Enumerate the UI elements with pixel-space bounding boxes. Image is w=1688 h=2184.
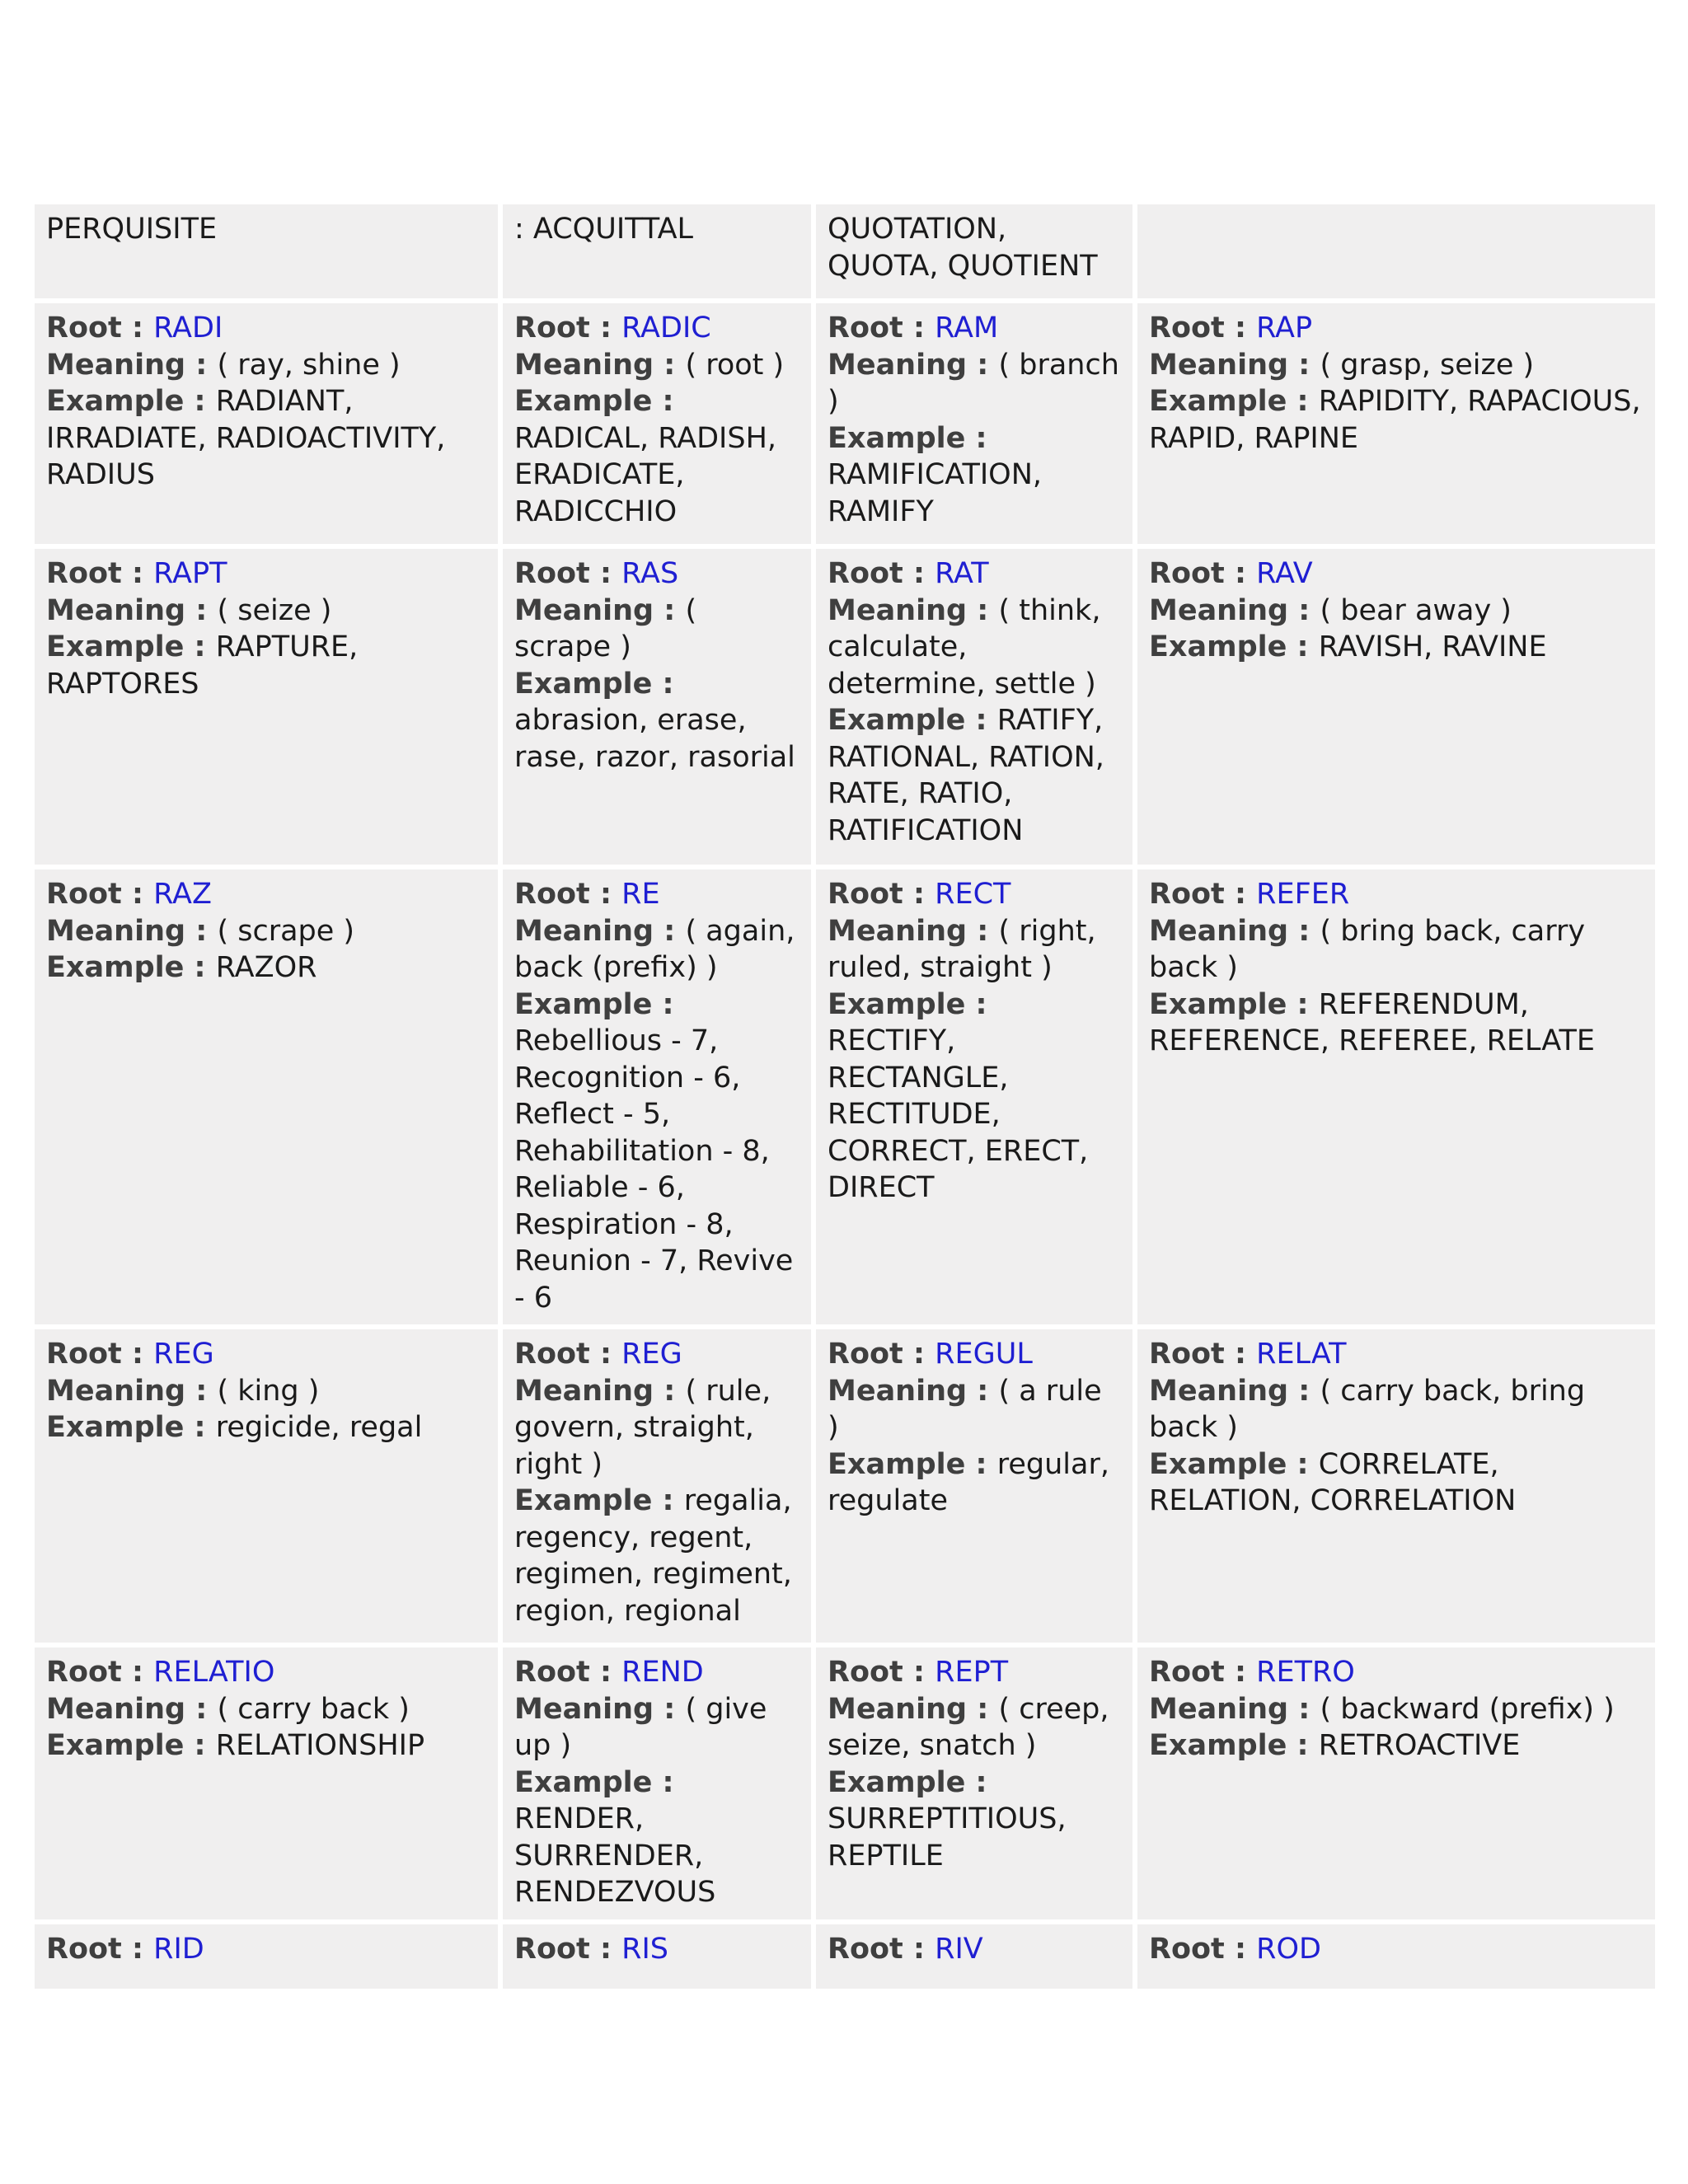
- root-line: [828, 1336, 1121, 1373]
- label-separator: :: [652, 987, 674, 1021]
- word-roots-table-body: [35, 204, 1655, 1989]
- label-separator: :: [1288, 1692, 1320, 1726]
- label-separator: :: [1224, 1656, 1257, 1689]
- meaning-value: ( carry back ): [217, 1692, 410, 1726]
- root-label: Root: [828, 878, 903, 911]
- root-label: Root: [514, 878, 590, 911]
- root-value: RAPT: [153, 557, 227, 590]
- root-value: REG: [621, 1338, 682, 1371]
- label-separator: :: [965, 987, 987, 1021]
- root-entry-cell: [503, 1924, 811, 1989]
- label-separator: :: [654, 914, 686, 948]
- meaning-line: [828, 1373, 1121, 1446]
- example-label: Example: [828, 421, 966, 455]
- meaning-value: ( branch ): [828, 348, 1119, 418]
- header-cell: [503, 204, 811, 298]
- example-line: [46, 1727, 486, 1765]
- example-label: Example: [828, 704, 966, 737]
- root-label: Root: [1149, 878, 1225, 911]
- example-label: Example: [46, 630, 185, 663]
- label-separator: :: [903, 1932, 935, 1966]
- label-separator: :: [654, 348, 686, 382]
- meaning-line: [514, 347, 799, 384]
- root-label: Root: [828, 1338, 903, 1371]
- meaning-value: ( again, back (prefix) ): [514, 914, 795, 984]
- example-value: regular, regulate: [828, 1447, 1109, 1517]
- root-line: [514, 876, 799, 913]
- meaning-label: Meaning: [828, 914, 968, 948]
- meaning-line: [828, 347, 1121, 420]
- example-value: regalia, regency, regent, regimen, regiment, region, regional: [514, 1484, 792, 1628]
- label-separator: :: [1224, 1932, 1257, 1966]
- root-label: Root: [514, 1932, 590, 1966]
- example-value: RAVISH, RAVINE: [1318, 630, 1547, 663]
- label-separator: :: [967, 1374, 999, 1408]
- label-separator: :: [184, 951, 216, 984]
- root-entry-cell: [816, 1924, 1132, 1989]
- example-value: SURREPTITIOUS, REPTILE: [828, 1802, 1067, 1872]
- root-line: [46, 876, 486, 913]
- root-line: [1149, 1336, 1643, 1373]
- example-value: RENDER, SURRENDER, RENDEZVOUS: [514, 1802, 716, 1909]
- label-separator: :: [903, 312, 935, 344]
- example-label: Example: [514, 667, 653, 701]
- example-label: Example: [46, 951, 185, 984]
- root-label: Root: [1149, 1338, 1225, 1371]
- example-line: [1149, 1446, 1643, 1520]
- root-label: Root: [1149, 1656, 1225, 1689]
- root-value: RECT: [935, 878, 1011, 911]
- label-separator: :: [589, 1338, 622, 1371]
- root-entry-cell: [816, 549, 1132, 865]
- meaning-label: Meaning: [1149, 348, 1289, 382]
- label-separator: :: [1288, 593, 1320, 627]
- root-entry-cell: [1137, 1329, 1655, 1643]
- meaning-line: [1149, 347, 1643, 384]
- header-text: QUOTATION, QUOTA, QUOTIENT: [828, 213, 1098, 283]
- label-separator: :: [184, 385, 216, 418]
- example-line: [46, 949, 486, 987]
- example-value: Rebellious - 7, Recognition - 6, Reflect - 5, Rehabilitation - 8, Reliable - 6, Respiration - 8, Reunion - 7, Revive - 6: [514, 1024, 794, 1315]
- label-separator: :: [121, 557, 154, 590]
- root-value: REGUL: [935, 1338, 1033, 1371]
- meaning-label: Meaning: [1149, 914, 1289, 948]
- meaning-value: ( bear away ): [1320, 593, 1512, 627]
- meaning-value: ( root ): [685, 348, 785, 382]
- label-separator: :: [965, 704, 997, 737]
- label-separator: :: [589, 557, 622, 590]
- label-separator: :: [1287, 385, 1319, 418]
- label-separator: :: [185, 914, 218, 948]
- root-entry-cell: [35, 1924, 498, 1989]
- meaning-value: ( king ): [217, 1374, 320, 1408]
- meaning-value: ( ray, shine ): [217, 348, 401, 382]
- label-separator: :: [654, 593, 686, 627]
- root-entry-row: [35, 1329, 1655, 1643]
- example-value: RADIANT, IRRADIATE, RADIOACTIVITY, RADIUS: [46, 385, 446, 491]
- example-label: Example: [514, 987, 653, 1021]
- root-entry-cell: [816, 303, 1132, 544]
- label-separator: :: [184, 630, 216, 663]
- root-entry-row: [35, 303, 1655, 544]
- root-entry-cell: [1137, 869, 1655, 1324]
- root-line: [514, 1931, 799, 1968]
- label-separator: :: [1288, 348, 1320, 382]
- example-line: [828, 987, 1121, 1207]
- example-value: RAPIDITY, RAPACIOUS, RAPID, RAPINE: [1149, 385, 1641, 455]
- root-line: [1149, 555, 1643, 593]
- header-cell: [35, 204, 498, 298]
- label-separator: :: [589, 1932, 622, 1966]
- root-label: Root: [1149, 312, 1225, 344]
- example-value: CORRELATE, RELATION, CORRELATION: [1149, 1447, 1517, 1517]
- label-separator: :: [903, 1338, 935, 1371]
- example-label: Example: [828, 1765, 966, 1799]
- header-text: PERQUISITE: [46, 213, 218, 246]
- root-value: RETRO: [1256, 1656, 1355, 1689]
- example-value: RAZOR: [215, 951, 317, 984]
- root-entry-cell: [1137, 1647, 1655, 1919]
- example-label: Example: [46, 1729, 185, 1762]
- example-value: RADICAL, RADISH, ERADICATE, RADICCHIO: [514, 421, 777, 528]
- root-entry-cell: [503, 1647, 811, 1919]
- example-line: [514, 1765, 799, 1911]
- meaning-value: ( give up ): [514, 1692, 767, 1762]
- meaning-label: Meaning: [46, 593, 186, 627]
- label-separator: :: [967, 1692, 999, 1726]
- root-line: [46, 310, 486, 347]
- label-separator: :: [589, 312, 622, 344]
- root-entry-cell: [35, 549, 498, 865]
- meaning-line: [514, 1691, 799, 1765]
- example-label: Example: [828, 1447, 966, 1481]
- root-value: REPT: [935, 1656, 1009, 1689]
- root-label: Root: [514, 557, 590, 590]
- root-line: [46, 1931, 486, 1968]
- root-line: [46, 555, 486, 593]
- root-entry-cell: [503, 549, 811, 865]
- meaning-value: ( right, ruled, straight ): [828, 914, 1096, 984]
- root-value: REFER: [1256, 878, 1350, 911]
- label-separator: :: [903, 878, 935, 911]
- meaning-line: [46, 1691, 486, 1728]
- root-value: RAZ: [153, 878, 212, 911]
- label-separator: :: [652, 667, 674, 701]
- meaning-label: Meaning: [46, 348, 186, 382]
- label-separator: :: [121, 1338, 154, 1371]
- example-line: [828, 420, 1121, 531]
- root-label: Root: [514, 1656, 590, 1689]
- root-entry-cell: [816, 869, 1132, 1324]
- example-label: Example: [1149, 1729, 1287, 1762]
- root-line: [1149, 1931, 1643, 1968]
- meaning-value: ( creep, seize, snatch ): [828, 1692, 1109, 1762]
- meaning-line: [46, 593, 486, 630]
- meaning-label: Meaning: [46, 1374, 186, 1408]
- root-entry-row: [35, 869, 1655, 1324]
- example-label: Example: [514, 1484, 653, 1517]
- root-entry-cell: [503, 869, 811, 1324]
- example-line: [514, 383, 799, 530]
- root-label: Root: [514, 312, 590, 344]
- meaning-label: Meaning: [1149, 593, 1289, 627]
- label-separator: :: [1287, 1729, 1319, 1762]
- root-value: RE: [621, 878, 660, 911]
- meaning-line: [514, 913, 799, 987]
- root-line: [1149, 876, 1643, 913]
- label-separator: :: [1288, 914, 1320, 948]
- label-separator: :: [121, 1656, 154, 1689]
- label-separator: :: [965, 421, 987, 455]
- label-separator: :: [903, 557, 935, 590]
- root-line: [828, 310, 1121, 347]
- label-separator: :: [1224, 557, 1257, 590]
- meaning-label: Meaning: [828, 593, 968, 627]
- root-entry-cell: [1137, 303, 1655, 544]
- label-separator: :: [967, 914, 999, 948]
- root-entry-cell: [503, 303, 811, 544]
- root-value: RADIC: [621, 312, 711, 344]
- example-value: RAMIFICATION, RAMIFY: [828, 458, 1043, 528]
- label-separator: :: [184, 1729, 216, 1762]
- label-separator: :: [185, 348, 218, 382]
- example-label: Example: [1149, 385, 1287, 418]
- meaning-label: Meaning: [828, 1374, 968, 1408]
- root-entry-row: [35, 1647, 1655, 1919]
- label-separator: :: [652, 1484, 684, 1517]
- label-separator: :: [1288, 1374, 1320, 1408]
- example-label: Example: [1149, 987, 1287, 1021]
- label-separator: :: [185, 1692, 218, 1726]
- label-separator: :: [1287, 630, 1319, 663]
- meaning-value: ( bring back, carry back ): [1149, 914, 1586, 984]
- meaning-label: Meaning: [514, 348, 654, 382]
- root-line: [828, 876, 1121, 913]
- meaning-line: [46, 913, 486, 950]
- root-label: Root: [1149, 1932, 1225, 1966]
- root-line: [828, 1931, 1121, 1968]
- label-separator: :: [654, 1692, 686, 1726]
- root-label: Root: [46, 1932, 122, 1966]
- meaning-value: ( rule, govern, straight, right ): [514, 1374, 771, 1481]
- meaning-value: ( grasp, seize ): [1320, 348, 1535, 382]
- root-entry-cell: [35, 303, 498, 544]
- label-separator: :: [652, 1765, 674, 1799]
- root-label: Root: [46, 312, 122, 344]
- meaning-label: Meaning: [514, 1692, 654, 1726]
- header-cell: [816, 204, 1132, 298]
- example-value: RETROACTIVE: [1318, 1729, 1521, 1762]
- label-separator: :: [121, 1932, 154, 1966]
- meaning-line: [1149, 1373, 1643, 1446]
- meaning-line: [514, 593, 799, 666]
- example-line: [46, 629, 486, 702]
- label-separator: :: [184, 1411, 216, 1444]
- example-line: [514, 987, 799, 1317]
- meaning-value: ( scrape ): [514, 593, 697, 663]
- example-line: [828, 702, 1121, 849]
- example-label: Example: [828, 987, 966, 1021]
- root-line: [514, 1654, 799, 1691]
- root-label: Root: [46, 1338, 122, 1371]
- root-line: [828, 555, 1121, 593]
- root-value: RAV: [1256, 557, 1313, 590]
- root-value: RAM: [935, 312, 999, 344]
- meaning-line: [1149, 913, 1643, 987]
- label-separator: :: [652, 385, 674, 418]
- root-line: [1149, 1654, 1643, 1691]
- example-label: Example: [1149, 1447, 1287, 1481]
- label-separator: :: [185, 593, 218, 627]
- meaning-line: [828, 913, 1121, 987]
- example-line: [514, 666, 799, 776]
- meaning-value: ( think, calculate, determine, settle ): [828, 593, 1101, 701]
- root-value: RADI: [153, 312, 223, 344]
- example-line: [46, 1409, 486, 1446]
- label-separator: :: [967, 348, 999, 382]
- example-value: RELATIONSHIP: [215, 1729, 425, 1762]
- root-entry-cell: [816, 1329, 1132, 1643]
- root-value: RELAT: [1256, 1338, 1347, 1371]
- example-label: Example: [514, 1765, 653, 1799]
- root-value: RAP: [1256, 312, 1313, 344]
- root-line: [46, 1336, 486, 1373]
- meaning-line: [828, 593, 1121, 703]
- meaning-line: [828, 1691, 1121, 1765]
- example-line: [1149, 629, 1643, 666]
- label-separator: :: [1287, 987, 1319, 1021]
- example-value: REFERENDUM, REFERENCE, REFEREE, RELATE: [1149, 987, 1596, 1057]
- root-line: [514, 555, 799, 593]
- example-label: Example: [46, 1411, 185, 1444]
- example-line: [514, 1483, 799, 1629]
- root-label: Root: [46, 878, 122, 911]
- label-separator: :: [1287, 1447, 1319, 1481]
- meaning-label: Meaning: [46, 914, 186, 948]
- root-label: Root: [828, 312, 903, 344]
- root-entry-cell: [816, 1647, 1132, 1919]
- root-label: Root: [46, 1656, 122, 1689]
- label-separator: :: [185, 1374, 218, 1408]
- meaning-label: Meaning: [46, 1692, 186, 1726]
- root-value: RAS: [621, 557, 679, 590]
- root-entry-cell: [35, 869, 498, 1324]
- meaning-value: ( a rule ): [828, 1374, 1102, 1444]
- example-value: regicide, regal: [215, 1411, 423, 1444]
- root-entry-cell: [1137, 1924, 1655, 1989]
- label-separator: :: [965, 1447, 997, 1481]
- root-label: Root: [828, 557, 903, 590]
- example-value: RECTIFY, RECTANGLE, RECTITUDE, CORRECT, ERECT, DIRECT: [828, 1024, 1089, 1204]
- label-separator: :: [121, 312, 154, 344]
- meaning-line: [46, 1373, 486, 1410]
- root-line: [514, 1336, 799, 1373]
- meaning-line: [1149, 593, 1643, 630]
- root-entry-cell: [35, 1647, 498, 1919]
- label-separator: :: [1224, 312, 1257, 344]
- meaning-label: Meaning: [828, 348, 968, 382]
- root-entry-row: [35, 549, 1655, 865]
- meaning-line: [514, 1373, 799, 1483]
- root-line: [46, 1654, 486, 1691]
- example-label: Example: [514, 385, 653, 418]
- label-separator: :: [589, 1656, 622, 1689]
- example-value: RAPTURE, RAPTORES: [46, 630, 359, 701]
- meaning-label: Meaning: [828, 1692, 968, 1726]
- root-line: [514, 310, 799, 347]
- meaning-line: [1149, 1691, 1643, 1728]
- meaning-label: Meaning: [514, 1374, 654, 1408]
- root-value: RID: [153, 1932, 204, 1966]
- root-entry-cell: [1137, 549, 1655, 865]
- example-value: abrasion, erase, rase, razor, rasorial: [514, 704, 795, 774]
- header-text: : ACQUITTAL: [514, 213, 694, 246]
- root-value: REND: [621, 1656, 704, 1689]
- example-line: [1149, 1727, 1643, 1765]
- meaning-value: ( scrape ): [217, 914, 355, 948]
- example-label: Example: [46, 385, 185, 418]
- root-entry-cell: [35, 1329, 498, 1643]
- label-separator: :: [589, 878, 622, 911]
- example-value: RATIFY, RATIONAL, RATION, RATE, RATIO, RATIFICATION: [828, 704, 1104, 847]
- root-value: RIV: [935, 1932, 983, 1966]
- label-separator: :: [965, 1765, 987, 1799]
- label-separator: :: [654, 1374, 686, 1408]
- root-value: ROD: [1256, 1932, 1321, 1966]
- example-line: [1149, 987, 1643, 1060]
- example-line: [1149, 383, 1643, 457]
- root-line: [1149, 310, 1643, 347]
- root-entry-row: [35, 1924, 1655, 1989]
- root-label: Root: [514, 1338, 590, 1371]
- label-separator: :: [1224, 1338, 1257, 1371]
- root-label: Root: [828, 1932, 903, 1966]
- meaning-label: Meaning: [514, 593, 654, 627]
- meaning-value: ( carry back, bring back ): [1149, 1374, 1586, 1444]
- header-row: [35, 204, 1655, 298]
- meaning-value: ( backward (prefix) ): [1320, 1692, 1615, 1726]
- label-separator: :: [967, 593, 999, 627]
- label-separator: :: [1224, 878, 1257, 911]
- root-label: Root: [828, 1656, 903, 1689]
- root-value: RIS: [621, 1932, 669, 1966]
- example-label: Example: [1149, 630, 1287, 663]
- meaning-label: Meaning: [1149, 1692, 1289, 1726]
- meaning-label: Meaning: [514, 914, 654, 948]
- root-entry-cell: [503, 1329, 811, 1643]
- meaning-label: Meaning: [1149, 1374, 1289, 1408]
- root-value: REG: [153, 1338, 214, 1371]
- example-line: [828, 1765, 1121, 1875]
- meaning-line: [46, 347, 486, 384]
- word-roots-table: [30, 199, 1660, 1994]
- label-separator: :: [121, 878, 154, 911]
- meaning-value: ( seize ): [217, 593, 332, 627]
- root-label: Root: [46, 557, 122, 590]
- root-value: RELATIO: [153, 1656, 275, 1689]
- header-cell: [1137, 204, 1655, 298]
- label-separator: :: [903, 1656, 935, 1689]
- root-line: [828, 1654, 1121, 1691]
- example-line: [46, 383, 486, 494]
- root-label: Root: [1149, 557, 1225, 590]
- root-value: RAT: [935, 557, 989, 590]
- example-line: [828, 1446, 1121, 1520]
